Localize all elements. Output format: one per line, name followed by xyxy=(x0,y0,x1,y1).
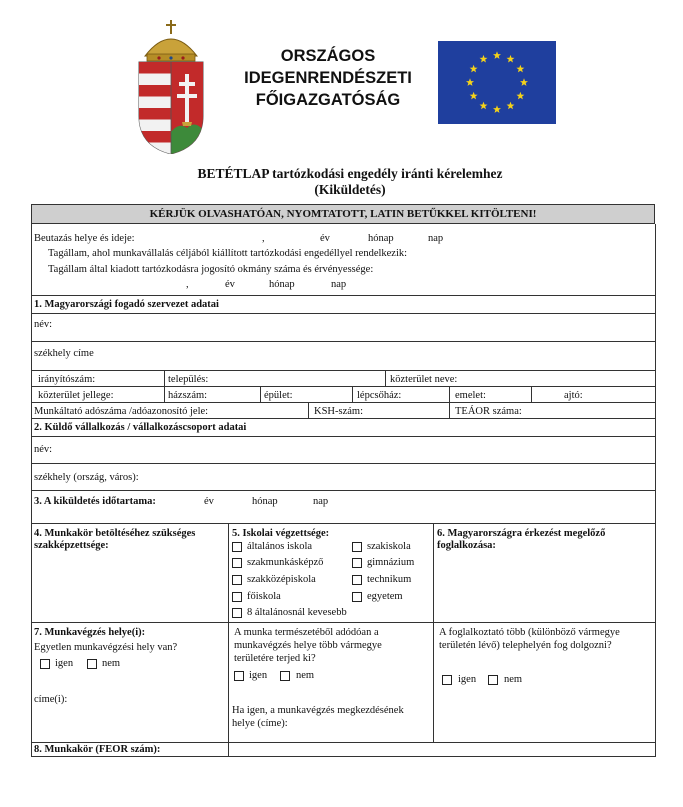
s3-year: év xyxy=(204,496,214,507)
statement-member-state: Tagállam, ahol munkavállalás céljából kiállított tartózkodási engedéllyel rendelkezik: xyxy=(48,248,408,259)
town-label: település: xyxy=(168,374,209,385)
single-site-yes-checkbox[interactable] xyxy=(40,659,50,669)
edu-option-vocational-school: szakiskola xyxy=(367,541,411,552)
teaor-label: TEÁOR száma: xyxy=(455,406,522,417)
divider xyxy=(31,402,656,403)
s2-name-label: név: xyxy=(34,444,53,455)
org-name-line3: FŐIGAZGATÓSÁG xyxy=(255,91,401,109)
edu-option-primary: általános iskola xyxy=(247,541,313,552)
floor-label: emelet: xyxy=(455,390,486,401)
section6-title-2: foglalkozása: xyxy=(437,540,496,551)
start-location-1: Ha igen, a munkavégzés megkezdésének xyxy=(232,705,404,716)
multi-sites-no-label: nem xyxy=(504,674,523,685)
s3-day: nap xyxy=(313,496,329,507)
entry-day: nap xyxy=(428,233,444,244)
instruction-banner xyxy=(31,204,655,224)
divider xyxy=(31,418,656,419)
multi-county-yes-checkbox[interactable] xyxy=(234,671,244,681)
divider xyxy=(164,370,165,386)
entry-year: év xyxy=(320,233,330,244)
doc-comma: , xyxy=(186,279,189,290)
divider xyxy=(531,386,532,402)
divider xyxy=(385,370,386,386)
address-label: címe(i): xyxy=(34,694,68,705)
edu-option-vocational: szakmunkásképző xyxy=(247,557,324,568)
multi-sites-q-2: területén lévő) telephelyén fog dolgozni? xyxy=(439,640,612,651)
eu-flag xyxy=(438,41,556,124)
multi-county-yes-label: igen xyxy=(249,670,268,681)
edu-option-technical-school: technikum xyxy=(367,574,412,585)
multi-county-no-label: nem xyxy=(296,670,315,681)
ksh-label: KSH-szám: xyxy=(314,406,363,417)
doc-year: év xyxy=(225,279,235,290)
divider xyxy=(31,436,656,437)
edu-checkbox-university[interactable] xyxy=(352,592,362,602)
zip-label: irányítószám: xyxy=(38,374,96,385)
title-line1: BETÉTLAP tartózkodási engedély iránti kérelemhez xyxy=(197,166,503,181)
door-label: ajtó: xyxy=(564,390,583,401)
org-name-line2: IDEGENRENDÉSZETI xyxy=(244,69,412,87)
multi-sites-no-checkbox[interactable] xyxy=(488,675,498,685)
doc-month: hónap xyxy=(269,279,295,290)
divider xyxy=(164,386,165,402)
entry-month: hónap xyxy=(368,233,394,244)
street-type-label: közterület jellege: xyxy=(38,390,114,401)
title-line2: (Kiküldetés) xyxy=(314,182,386,197)
s3-month: hónap xyxy=(252,496,278,507)
tax-id-label: Munkáltató adószáma /adóazonosító jele: xyxy=(34,406,209,417)
multi-sites-q-1: A foglalkoztató több (különböző vármegye xyxy=(439,627,620,638)
edu-option-less-than-8: 8 általánosnál kevesebb xyxy=(247,607,347,618)
entry-label: Beutazás helye és ideje: xyxy=(34,233,135,244)
instruction-text: KÉRJÜK OLVASHATÓAN, NYOMTATOTT, LATIN BETŰKKEL KITÖLTENI! xyxy=(149,208,537,220)
entry-comma: , xyxy=(262,233,265,244)
edu-checkbox-less-than-8[interactable] xyxy=(232,608,242,618)
divider xyxy=(31,622,656,623)
section5-title: 5. Iskolai végzettsége: xyxy=(232,528,330,539)
section7-title: 7. Munkavégzés helye(i): xyxy=(34,627,146,638)
multi-sites-yes-checkbox[interactable] xyxy=(442,675,452,685)
document-title xyxy=(150,166,550,198)
statement-document: Tagállam által kiadott tartózkodásra jogosító okmány száma és érvényessége: xyxy=(48,264,374,275)
divider xyxy=(433,523,434,742)
divider xyxy=(449,402,450,418)
section8-title: 8. Munkakör (FEOR szám): xyxy=(34,744,161,755)
divider xyxy=(449,386,450,402)
divider xyxy=(31,370,656,371)
s1-name-label: név: xyxy=(34,319,53,330)
organization-name xyxy=(228,45,428,111)
multi-county-no-checkbox[interactable] xyxy=(280,671,290,681)
divider xyxy=(31,295,656,296)
section4-title-2: szakképzettsége: xyxy=(34,540,109,551)
section6-title-1: 6. Magyarországra érkezést megelőző xyxy=(437,528,606,539)
s1-seat-label: székhely címe xyxy=(34,348,94,359)
section4-title-1: 4. Munkakör betöltéséhez szükséges xyxy=(34,528,196,539)
edu-checkbox-vocational[interactable] xyxy=(232,558,242,568)
section1-title: 1. Magyarországi fogadó szervezet adatai xyxy=(34,299,219,310)
divider xyxy=(31,463,656,464)
edu-option-grammar-school: gimnázium xyxy=(367,557,415,568)
divider xyxy=(352,386,353,402)
form-bottom-border xyxy=(31,756,656,757)
multi-county-q-3: területére terjed ki? xyxy=(234,653,316,664)
single-site-no-checkbox[interactable] xyxy=(87,659,97,669)
edu-checkbox-vocational-school[interactable] xyxy=(352,542,362,552)
divider xyxy=(31,386,656,387)
single-site-question: Egyetlen munkavégzési hely van? xyxy=(34,642,178,653)
hungarian-coat-of-arms xyxy=(135,14,207,154)
street-name-label: közterület neve: xyxy=(390,374,458,385)
staircase-label: lépcsőház: xyxy=(357,390,402,401)
divider xyxy=(31,313,656,314)
doc-day: nap xyxy=(331,279,347,290)
edu-checkbox-primary[interactable] xyxy=(232,542,242,552)
divider xyxy=(31,523,656,524)
building-label: épület: xyxy=(264,390,293,401)
section2-title: 2. Küldő vállalkozás / vállalkozáscsoport adatai xyxy=(34,422,247,433)
multi-county-q-2: munkavégzés helye több vármegye xyxy=(234,640,382,651)
edu-option-secondary-vocational: szakközépiskola xyxy=(247,574,316,585)
divider xyxy=(308,402,309,418)
divider xyxy=(31,742,656,743)
multi-sites-yes-label: igen xyxy=(458,674,477,685)
divider xyxy=(31,341,656,342)
edu-option-college: főiskola xyxy=(247,591,281,602)
edu-checkbox-secondary-vocational[interactable] xyxy=(232,575,242,585)
edu-option-university: egyetem xyxy=(367,591,403,602)
edu-checkbox-grammar-school[interactable] xyxy=(352,558,362,568)
org-name-line1: ORSZÁGOS xyxy=(280,47,376,65)
multi-county-q-1: A munka természetéből adódóan a xyxy=(234,627,379,638)
edu-checkbox-technical-school[interactable] xyxy=(352,575,362,585)
house-no-label: házszám: xyxy=(168,390,208,401)
single-site-yes-label: igen xyxy=(55,658,74,669)
start-location-2: helye (címe): xyxy=(232,718,288,729)
s2-seat-label: székhely (ország, város): xyxy=(34,472,139,483)
single-site-no-label: nem xyxy=(102,658,121,669)
edu-checkbox-college[interactable] xyxy=(232,592,242,602)
section3-title: 3. A kiküldetés időtartama: xyxy=(34,496,156,507)
divider xyxy=(260,386,261,402)
divider xyxy=(228,523,229,756)
divider xyxy=(31,490,656,491)
